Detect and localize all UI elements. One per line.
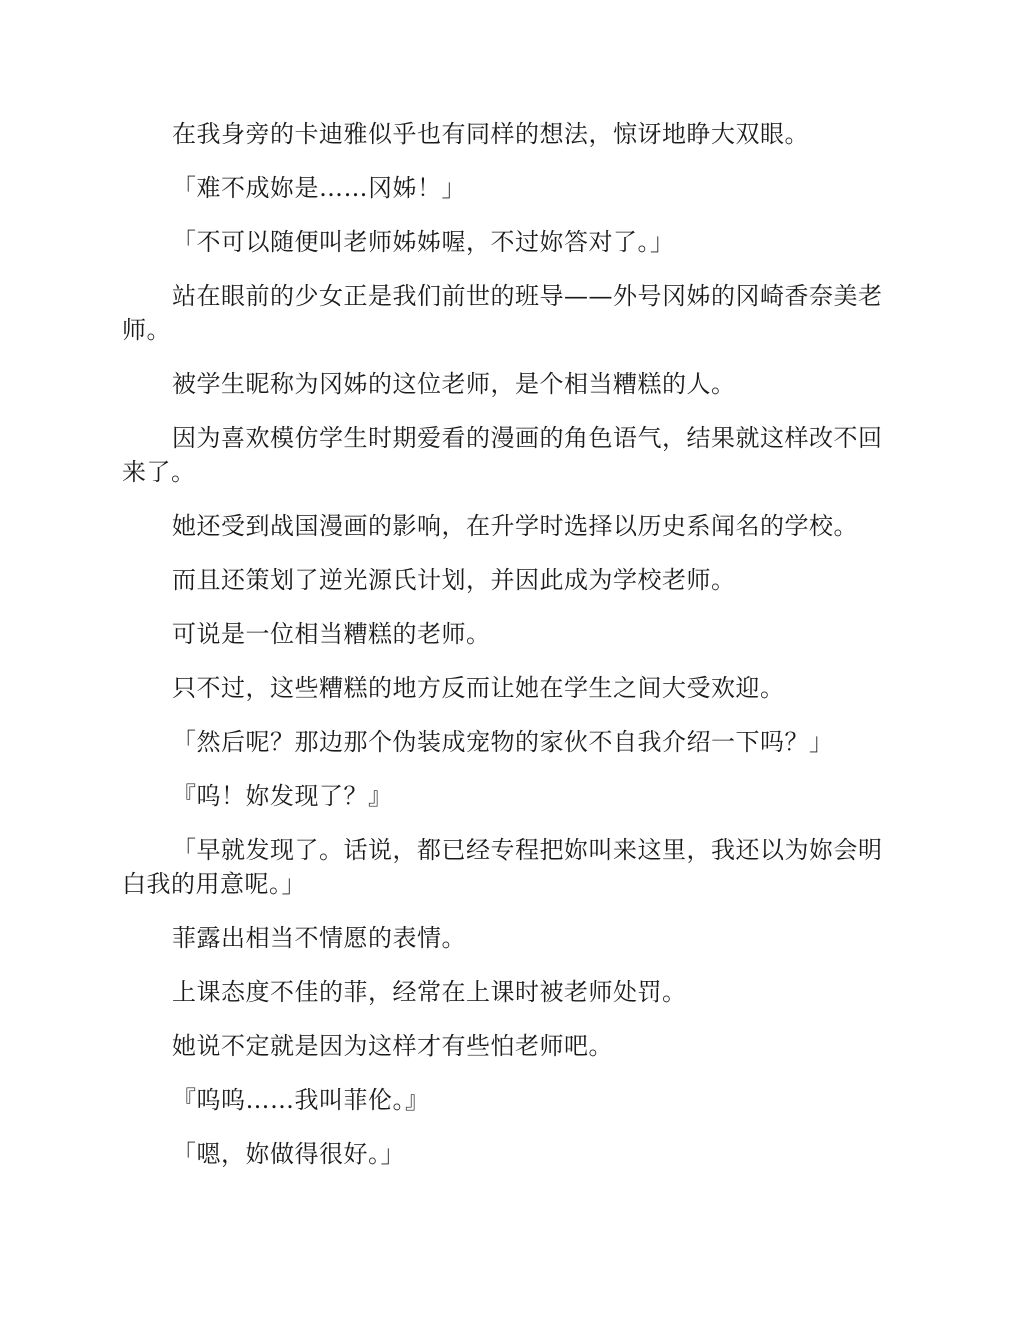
paragraph: 『呜！妳发现了？』: [172, 782, 393, 810]
paragraph: 因为喜欢模仿学生时期爱看的漫画的角色语气，结果就这样改不回来了。: [122, 424, 883, 486]
paragraph: 「嗯，妳做得很好。」: [172, 1140, 405, 1168]
paragraph: 菲露出相当不情愿的表情。: [172, 924, 466, 952]
paragraph: 站在眼前的少女正是我们前世的班导——外号冈姊的冈崎香奈美老师。: [122, 282, 883, 344]
paragraph: 她说不定就是因为这样才有些怕老师吧。: [172, 1032, 613, 1060]
paragraph: 「早就发现了。话说，都已经专程把妳叫来这里，我还以为妳会明白我的用意呢。」: [122, 836, 883, 898]
paragraph: 在我身旁的卡迪雅似乎也有同样的想法，惊讶地睁大双眼。: [172, 120, 809, 148]
paragraph: 可说是一位相当糟糕的老师。: [172, 620, 491, 648]
document-body: [122, 117, 900, 1191]
paragraph: 她还受到战国漫画的影响，在升学时选择以历史系闻名的学校。: [172, 512, 858, 540]
paragraph: 『呜呜……我叫菲伦。』: [172, 1086, 430, 1114]
paragraph: 「不可以随便叫老师姊姊喔，不过妳答对了。」: [172, 228, 675, 256]
paragraph: 被学生昵称为冈姊的这位老师，是个相当糟糕的人。: [172, 370, 736, 398]
paragraph: 「然后呢？那边那个伪装成宠物的家伙不自我介绍一下吗？」: [172, 728, 834, 756]
paragraph: 只不过，这些糟糕的地方反而让她在学生之间大受欢迎。: [172, 674, 785, 702]
paragraph: 上课态度不佳的菲，经常在上课时被老师处罚。: [172, 978, 687, 1006]
paragraph: 而且还策划了逆光源氏计划，并因此成为学校老师。: [172, 566, 736, 594]
paragraph: 「难不成妳是……冈姊！」: [172, 174, 466, 202]
